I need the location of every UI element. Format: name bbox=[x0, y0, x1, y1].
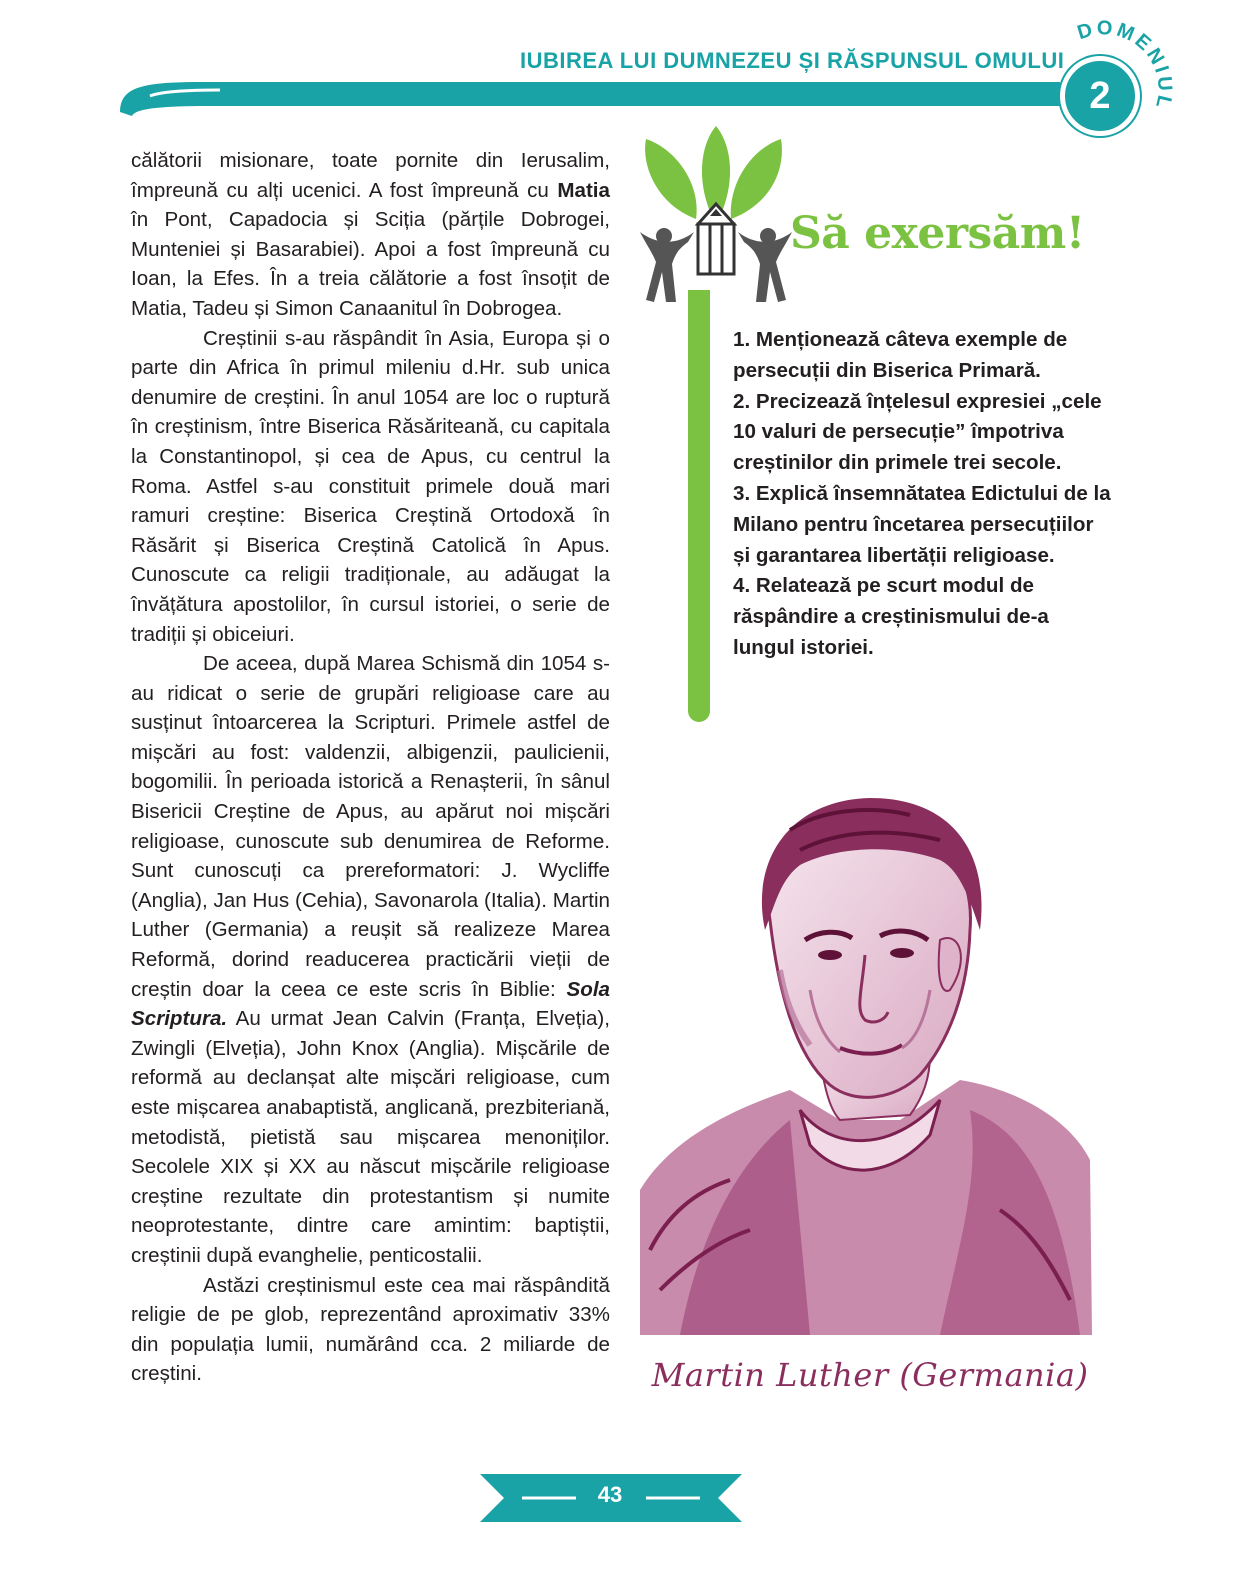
bold-term-sola-scriptura: Sola Scriptura. bbox=[131, 977, 610, 1031]
martin-luther-portrait-image bbox=[640, 790, 1100, 1335]
exercise-logo-icon bbox=[636, 124, 796, 304]
paragraph-4: Astăzi creștinismul este cea mai răspândită religie de pe glob, reprezentând aproximativ 33% din populația lumii, numărând cca. 2 miliarde de creștini. bbox=[131, 1273, 610, 1386]
exercise-accent-bar bbox=[688, 290, 710, 722]
domain-label-text: DOMENIUL bbox=[1074, 17, 1176, 114]
main-text-column bbox=[131, 146, 610, 1389]
exercise-item: 4. Relatează pe scurt modul de răspândire a creștinismului de-a lungul istoriei. bbox=[733, 574, 1049, 659]
exercise-item: 2. Precizează înțelesul expresiei „cele 10 valuri de persecuție” împotriva creștinilor din primele trei secole. bbox=[733, 389, 1102, 475]
bold-term-matia: Matia bbox=[557, 178, 610, 202]
domain-label bbox=[0, 0, 1240, 160]
paragraph-3: De aceea, după Marea Schismă din 1054 s-au ridicat o serie de grupări religioase care au susținut întoarcerea la Scripturi. Primele astfel de mișcări au fost: valdenzii, albigenzii, paulicienii, bogomilii. În perioada istorică a Renașterii, în sânul Bisericii Creștine de Apus, au apărut noi mișcări religioase, cunoscute sub denumirea de Reforme. Sunt cunoscuți ca prereformatori: J. Wycliffe (Anglia), Jan Hus (Cehia), Savonarola (Italia). Martin Luther (Germania) a reușit să realizeze Marea Reformă, dorind readucerea practicării vieții de creștin doar la ceea ce este scris în Biblie: Sola Scriptura. Au urmat Jean Calvin (Franța, Elveția), Zwingli (Elveția), John Knox (Anglia). Mișcările de reformă au declanșat alte mișcări religioase, cum este mișcarea anabaptistă, anglicană, prezbiteriană, metodistă, pietistă sau mișcarea menoniților. Secolele XIX și XX au născut mișcările religioase creștine rezultate din protestantism și numite neoprotestante, dintre care amintim: baptiștii, creștinii după evanghelie, penticostalii. bbox=[131, 652, 610, 1267]
exercise-item: 3. Explică însemnătatea Edictului de la Milano pentru încetarea persecuțiilor și garantarea libertății religioase. bbox=[733, 481, 1111, 567]
paragraph-1: călătorii misionare, toate pornite din Ierusalim, împreună cu alți ucenici. A fost împreună cu Matia în Pont, Capadocia și Sciția (părțile Dobrogei, Munteniei și Basarabiei). Apoi a fost împreună cu Ioan, la Efes. În a treia călătorie a fost însoțit de Matia, Tadeu și Simon Canaanitul în Dobrogea. bbox=[131, 149, 610, 320]
exercise-title: Să exersăm! bbox=[790, 208, 1085, 259]
domain-number-badge: 2 bbox=[1060, 56, 1140, 136]
header-title: IUBIREA LUI DUMNEZEU ȘI RĂSPUNSUL OMULUI bbox=[520, 48, 1065, 73]
exercise-list bbox=[733, 325, 1113, 664]
exercise-item: 1. Menționează câteva exemple de persecuții din Biserica Primară. bbox=[733, 328, 1068, 382]
page-number: 43 bbox=[597, 1482, 623, 1507]
portrait-caption: Martin Luther (Germania) bbox=[651, 1356, 1089, 1394]
paragraph-2: Creștinii s-au răspândit în Asia, Europa și o parte din Africa în primul mileniu d.Hr. sub unica denumire de creștini. În anul 1054 are loc o ruptură în creștinism, între Biserica Răsăriteană, cu capitala la Constantinopol, și cea de Apus, cu centrul la Roma. Astfel s-au constituit primele două mari ramuri creștine: Biserica Creștină Ortodoxă în Răsărit și Biserica Creștină Catolică în Apus. Cunoscute ca religii tradiționale, au adăugat la învățătura apostolilor, în cursul istoriei, o serie de tradiții și obiceiuri. bbox=[131, 326, 610, 646]
